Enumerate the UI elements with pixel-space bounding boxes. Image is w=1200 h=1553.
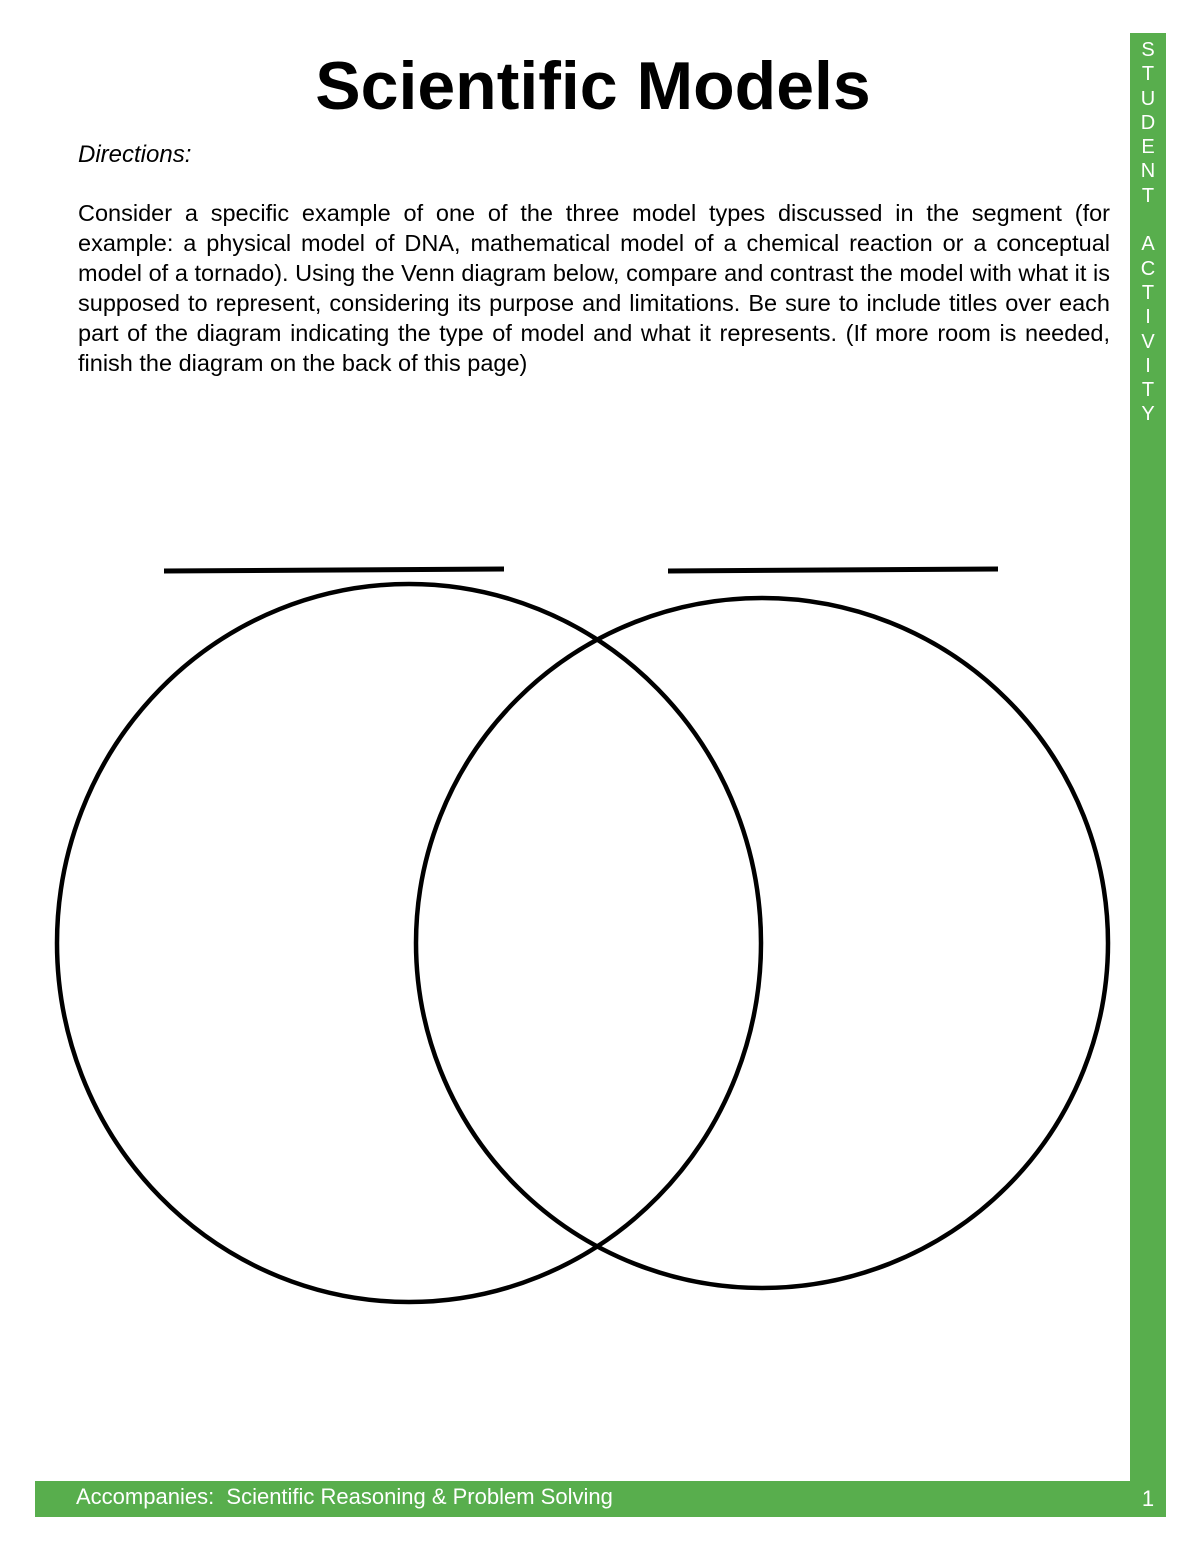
page-title: Scientific Models [315,48,871,124]
sidebar-letter: C [1140,257,1156,280]
sidebar-letter: I [1145,354,1151,377]
page-number: 1 [1141,1486,1155,1511]
left-title-line[interactable] [164,569,504,571]
sidebar-letter: T [1141,379,1155,402]
sidebar-letter: E [1141,136,1155,159]
sidebar-letter: S [1141,39,1155,61]
directions-label: Directions: [78,141,192,168]
directions-text: Consider a specific example of one of the three model types discussed in the segment (for example: a physical model of DNA, mathematical model of a chemical reaction or a conceptual model of a tornado). Using the Venn diagram below, compare and contrast the model with what it is supposed to represent, considering its purpose and limitations. Be sure to include titles over each part of the diagram indicating the type of model and what it represents. (If more room is needed, finish the diagram on the back of this page) [78,200,1110,376]
sidebar-letter: T [1141,63,1155,86]
sidebar-letter: Y [1141,403,1155,426]
footer-accompanies: Accompanies: Scientific Reasoning & Problem Solving [76,1484,613,1509]
left-circle[interactable] [57,584,761,1302]
sidebar-letter: T [1141,184,1155,207]
sidebar-letter: T [1141,281,1155,304]
sidebar-letters [1130,38,1166,427]
sidebar-letter: U [1140,87,1156,110]
sidebar-letter: D [1140,111,1156,134]
right-title-line[interactable] [668,569,998,571]
sidebar-letter: A [1141,233,1155,256]
sidebar-letter: V [1141,330,1155,353]
sidebar-letter: I [1145,306,1151,329]
sidebar-letter: N [1140,160,1156,183]
